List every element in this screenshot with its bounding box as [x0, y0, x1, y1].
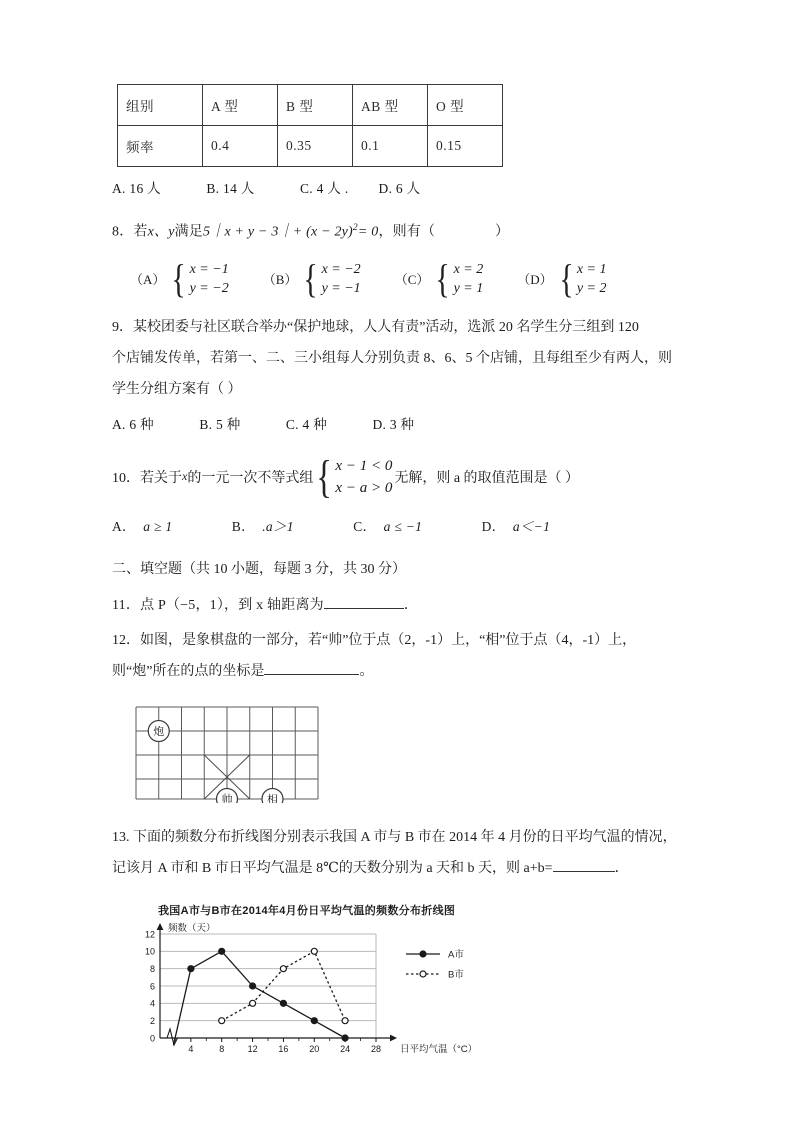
- table-cell-group-label: 组别: [118, 85, 203, 126]
- q8-option-b-label: （B）: [262, 272, 298, 288]
- q8-option-a-eq1: x = −1: [189, 261, 229, 277]
- q13-line-2-pre: 记该月 A 市和 B 市日平均气温是 8℃的天数分别为 a 天和 b 天，则 a+b=: [112, 860, 553, 876]
- q10-option-b-label: B．: [231, 518, 255, 534]
- q10-option-d[interactable]: [482, 513, 551, 541]
- svg-text:8: 8: [219, 1043, 225, 1054]
- chart-marker-A市: [342, 1035, 348, 1041]
- chart-marker-A市: [311, 1017, 317, 1023]
- q8-option-d-equations: [577, 260, 607, 298]
- chart-marker-B市: [342, 1017, 348, 1023]
- svg-text:28: 28: [370, 1043, 382, 1054]
- q10-option-a-value: a ≥ 1: [143, 518, 173, 534]
- q10-inequality-2: x − a > 0: [335, 479, 393, 496]
- question-8-stem: [112, 213, 692, 248]
- chess-piece-xiang: [262, 788, 283, 803]
- question-13-stem: [112, 822, 692, 884]
- svg-text:帅: 帅: [221, 793, 233, 803]
- svg-text:4: 4: [149, 998, 155, 1009]
- q10-option-c-value: a ≤ −1: [383, 518, 423, 534]
- q9-line-3: 学生分组方案有（ ）: [112, 381, 242, 397]
- q11-stem: 11．点 P（−5，1），到 x 轴距离为: [112, 597, 324, 613]
- blood-type-frequency-table: [117, 84, 503, 167]
- q8-stem-vars: x、y: [147, 224, 175, 240]
- chart-x-axis-label: 日平均气温（°C）: [400, 1043, 478, 1055]
- svg-text:8: 8: [149, 963, 155, 974]
- q8-option-c-eq1: x = 2: [453, 261, 484, 277]
- q13-line-1: 13. 下面的频数分布折线图分别表示我国 A 市与 B 市在 2014 年 4 月份的日平均气温的情况，: [112, 829, 677, 845]
- svg-text:12: 12: [247, 1043, 258, 1054]
- chart-marker-A市: [188, 965, 194, 971]
- svg-text:20: 20: [309, 1043, 320, 1054]
- q7-option-c[interactable]: C. 4 人: [299, 181, 342, 196]
- chart-title: 我国A市与B市在2014年4月份日平均气温的频数分布折线图: [158, 904, 456, 917]
- table-cell-type-b: B 型: [278, 85, 353, 126]
- q10-variable: x: [182, 469, 188, 484]
- chart-axes: [157, 923, 397, 1045]
- q8-expression-end: = 0: [357, 224, 379, 240]
- chart-marker-B市: [280, 965, 286, 971]
- svg-text:16: 16: [278, 1043, 289, 1054]
- q8-option-b-equations: [322, 260, 361, 298]
- q12-answer-blank[interactable]: [264, 674, 359, 675]
- q8-option-c-equations: [454, 260, 484, 298]
- table-row: [118, 85, 503, 126]
- question-10-options: [112, 513, 692, 541]
- q9-line-2: 个店铺发传单，若第一、二、三小组每人分别负责 8、6、5 个店铺，且每组至少有两人，则: [112, 350, 672, 366]
- q9-line-1: 9．某校团委与社区联合举办“保护地球，人人有责”活动，选派 20 名学生分三组到 120: [112, 319, 639, 335]
- table-cell-frequency-label: 频率: [118, 126, 203, 167]
- chart-legend: [406, 948, 464, 980]
- left-brace-icon: {: [435, 255, 451, 301]
- svg-text:24: 24: [340, 1043, 351, 1054]
- q8-option-d-label: （D）: [517, 272, 553, 288]
- q7-stray-dot: .: [344, 181, 349, 196]
- chart-x-tick-labels: [175, 1038, 381, 1054]
- q8-option-d-eq2: y = 2: [576, 280, 607, 296]
- q10-option-d-value: a＜−1: [512, 518, 551, 534]
- chart-marker-A市: [280, 1000, 286, 1006]
- q13-answer-blank[interactable]: [553, 871, 615, 872]
- q10-inequality-1: x − 1 < 0: [335, 457, 393, 474]
- chart-marker-B市: [219, 1017, 225, 1023]
- q8-expression-exponent: 2: [352, 223, 358, 233]
- q13-line-2-post: ．: [614, 860, 629, 876]
- svg-text:4: 4: [188, 1043, 194, 1054]
- q10-option-c[interactable]: [353, 513, 422, 541]
- q8-stem-close: ）: [494, 224, 510, 240]
- svg-text:12: 12: [144, 928, 155, 939]
- q8-stem-mid: 满足: [174, 224, 204, 240]
- q8-option-a-equations: [190, 260, 229, 298]
- q10-option-a[interactable]: [112, 513, 172, 541]
- q8-option-b-eq1: x = −2: [321, 261, 361, 277]
- question-11: [112, 591, 692, 621]
- q8-option-c-label: （C）: [394, 272, 430, 288]
- q7-option-a[interactable]: A. 16 人: [112, 181, 161, 196]
- svg-text:2: 2: [149, 1015, 155, 1026]
- left-brace-icon: {: [171, 255, 187, 301]
- q10-stem-pre: 10．若关于: [112, 470, 182, 486]
- left-brace-icon: {: [303, 255, 319, 301]
- page-content: [112, 84, 692, 1075]
- chart-marker-B市: [250, 1000, 256, 1006]
- q12-line-2: [112, 656, 692, 687]
- q8-stem-post: ，则有（: [378, 224, 436, 240]
- question-7-options: [112, 175, 692, 203]
- chart-svg: [124, 920, 494, 1070]
- q8-option-a-eq2: y = −2: [189, 280, 229, 296]
- q10-option-a-label: A．: [112, 518, 136, 534]
- chess-piece-shuai: [217, 788, 238, 803]
- q10-stem-mid: 的一元一次不等式组: [187, 470, 314, 486]
- chart-line-lead-in: [174, 968, 191, 1044]
- q8-expression: 5｜x + y − 3｜+ (x − 2y): [203, 224, 353, 240]
- legend-marker-B市: [420, 971, 426, 977]
- q9-option-b[interactable]: B. 5 种: [199, 416, 241, 432]
- table-cell-freq-ab: 0.1: [353, 126, 428, 167]
- table-cell-freq-o: 0.15: [428, 126, 503, 167]
- q8-option-a-label: （A）: [130, 272, 166, 288]
- q8-option-b-eq2: y = −1: [321, 280, 361, 296]
- question-9-options: [112, 411, 692, 439]
- q7-option-b[interactable]: B. 14 人: [206, 181, 255, 196]
- q8-stem-pre: 8．若: [112, 224, 148, 240]
- question-12-stem: [112, 625, 692, 687]
- chart-marker-A市: [250, 983, 256, 989]
- q9-option-c[interactable]: C. 4 种: [285, 416, 328, 432]
- q8-option-c[interactable]: [394, 255, 484, 301]
- q10-option-d-label: D．: [481, 518, 506, 534]
- table-cell-type-o: O 型: [428, 85, 503, 126]
- chess-piece-pao: [148, 720, 169, 741]
- q9-option-d[interactable]: D. 3 种: [372, 416, 415, 432]
- q10-option-b[interactable]: [232, 513, 294, 541]
- q12-line-1: 12．如图，是象棋盘的一部分，若“帅”位于点（2，-1）上，“相”位于点（4，-1）上，: [112, 632, 637, 648]
- q10-inequality-system: [335, 455, 392, 499]
- table-cell-freq-a: 0.4: [203, 126, 278, 167]
- legend-label-A市: A市: [448, 949, 464, 961]
- q10-option-c-label: C．: [353, 518, 377, 534]
- svg-text:0: 0: [149, 1032, 155, 1043]
- table-cell-freq-b: 0.35: [278, 126, 353, 167]
- q8-option-d-eq1: x = 1: [576, 261, 607, 277]
- legend-marker-A市: [420, 951, 426, 957]
- chess-board-figure: [132, 703, 692, 808]
- q12-line-2-pre: 则“炮”所在的点的坐标是: [112, 663, 265, 679]
- q8-option-b[interactable]: [262, 255, 361, 301]
- q8-option-d[interactable]: [517, 255, 607, 301]
- svg-text:相: 相: [267, 793, 278, 803]
- chart-line-A市: [191, 951, 345, 1038]
- left-brace-icon: {: [316, 450, 333, 502]
- q12-line-2-post: 。: [359, 663, 374, 679]
- q8-option-c-eq2: y = 1: [453, 280, 484, 296]
- question-10-stem: [112, 450, 692, 502]
- table-cell-type-a: A 型: [203, 85, 278, 126]
- q11-answer-blank[interactable]: [324, 608, 404, 609]
- q13-line-2: [112, 853, 692, 884]
- question-8-options: [112, 255, 692, 301]
- left-brace-icon: {: [559, 255, 574, 301]
- chess-board-svg: [132, 703, 322, 803]
- q10-option-b-value: .a＞1: [262, 518, 294, 534]
- table-row: [118, 126, 503, 167]
- section-2-heading: 二、填空题（共 10 小题，每题 3 分，共 30 分）: [112, 561, 406, 577]
- q7-option-d[interactable]: D. 6 人: [378, 181, 421, 196]
- chart-y-axis-label: 频数（天）: [168, 922, 216, 934]
- q11-stem-end: ．: [403, 597, 419, 613]
- legend-label-B市: B市: [448, 969, 464, 981]
- question-9-stem: [112, 312, 692, 405]
- chart-marker-B市: [311, 948, 317, 954]
- frequency-polygon-chart: [124, 902, 692, 1075]
- svg-text:6: 6: [149, 980, 155, 991]
- chart-y-tick-labels: [145, 929, 155, 1043]
- table-cell-type-ab: AB 型: [353, 85, 428, 126]
- q8-option-a[interactable]: [130, 255, 229, 301]
- svg-text:炮: 炮: [153, 725, 165, 738]
- q10-stem-post: 无解，则 a 的取值范围是（ ）: [394, 470, 580, 486]
- svg-text:10: 10: [144, 946, 155, 957]
- board-grid: [136, 707, 318, 799]
- chart-marker-A市: [219, 948, 225, 954]
- q9-option-a[interactable]: A. 6 种: [112, 416, 154, 432]
- chart-series-group: [174, 948, 349, 1045]
